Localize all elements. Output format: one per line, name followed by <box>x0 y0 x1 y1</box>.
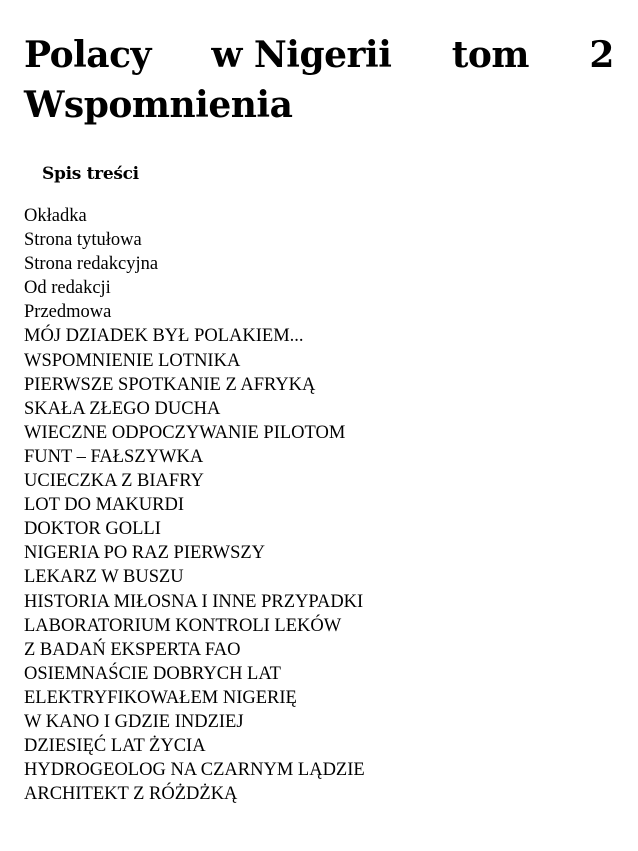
title-word: 2 <box>589 34 614 76</box>
toc-item[interactable]: LOT DO MAKURDI <box>24 495 184 516</box>
title-word: tom <box>451 34 530 76</box>
toc-item[interactable]: LABORATORIUM KONTROLI LEKÓW <box>24 615 342 636</box>
toc-item[interactable]: HYDROGEOLOG NA CZARNYM LĄDZIE <box>24 760 365 781</box>
toc-item[interactable]: HISTORIA MIŁOSNA I INNE PRZYPADKI <box>24 591 364 612</box>
toc-item[interactable]: Strona redakcyjna <box>24 254 159 275</box>
toc-heading: Spis treści <box>42 164 139 184</box>
toc-item[interactable]: W KANO I GDZIE INDZIEJ <box>24 711 244 732</box>
toc-item[interactable]: Od redakcji <box>24 278 111 299</box>
title-word: w Nigerii <box>211 34 392 76</box>
toc-item[interactable]: NIGERIA PO RAZ PIERWSZY <box>24 543 266 564</box>
toc-item[interactable]: SKAŁA ZŁEGO DUCHA <box>24 398 221 419</box>
book-title <box>24 30 614 130</box>
toc-item[interactable]: FUNT – FAŁSZYWKA <box>24 446 204 467</box>
toc-item[interactable]: PIERWSZE SPOTKANIE Z AFRYKĄ <box>24 374 316 395</box>
toc-item[interactable]: WSPOMNIENIE LOTNIKA <box>24 350 241 371</box>
toc-item[interactable]: DZIESIĘĆ LAT ŻYCIA <box>24 736 206 757</box>
toc-list <box>24 204 365 806</box>
toc-item[interactable]: UCIECZKA Z BIAFRY <box>24 471 204 492</box>
toc-item[interactable]: LEKARZ W BUSZU <box>24 567 184 588</box>
toc-item[interactable]: Strona tytułowa <box>24 230 142 251</box>
title-line <box>24 30 614 80</box>
toc-item[interactable]: Przedmowa <box>24 302 112 323</box>
toc-item[interactable]: ELEKTRYFIKOWAŁEM NIGERIĘ <box>24 687 297 708</box>
toc-item[interactable]: Okładka <box>24 206 87 226</box>
toc-item[interactable]: MÓJ DZIADEK BYŁ POLAKIEM... <box>24 326 304 347</box>
toc-item[interactable]: WIECZNE ODPOCZYWANIE PILOTOM <box>24 422 346 443</box>
toc-item[interactable]: ARCHITEKT Z RÓŻDŻKĄ <box>24 784 238 805</box>
book-subtitle: Wspomnienia <box>24 84 293 126</box>
toc-item[interactable]: DOKTOR GOLLI <box>24 519 161 540</box>
toc-item[interactable]: Z BADAŃ EKSPERTA FAO <box>24 639 241 660</box>
toc-item[interactable]: OSIEMNAŚCIE DOBRYCH LAT <box>24 663 281 684</box>
title-word: Polacy <box>24 34 151 76</box>
